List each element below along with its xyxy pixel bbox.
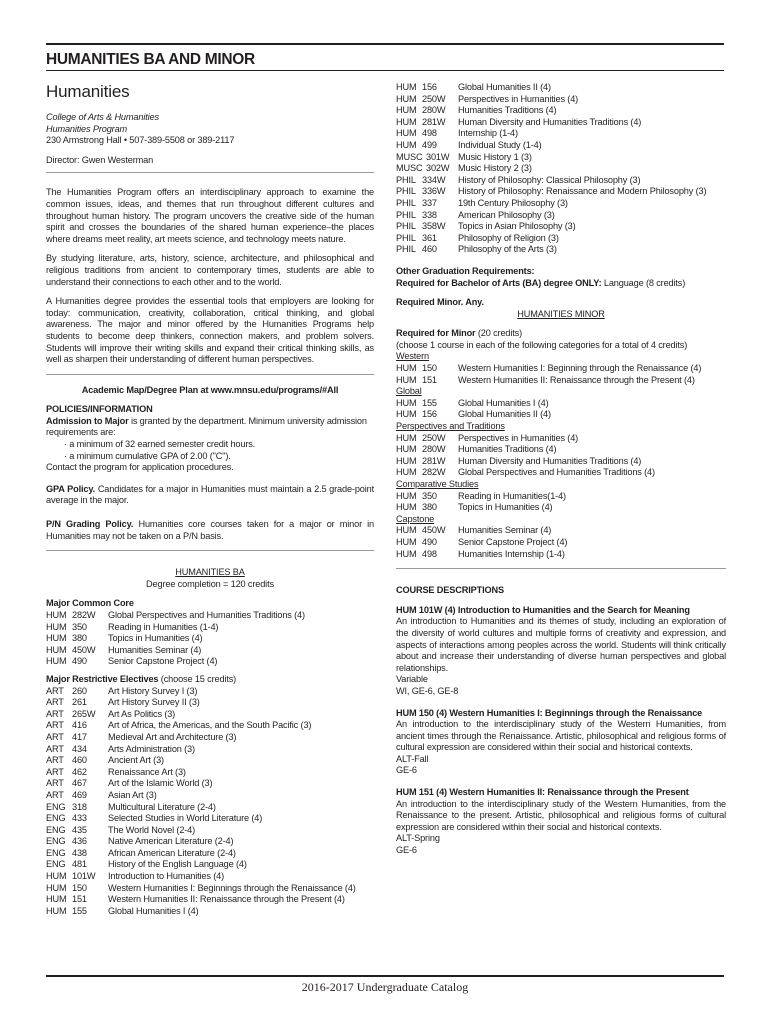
course-prefix: HUM [46, 871, 67, 882]
course-title: Asian Art (3) [108, 789, 157, 800]
electives-heading: Major Restrictive Electives [46, 673, 159, 684]
course-prefix: HUM [396, 82, 417, 92]
course-row [46, 848, 374, 860]
course-row [396, 525, 726, 537]
course-prefix: HUM [46, 610, 67, 620]
electives-list [46, 686, 374, 918]
course-title: History of Philosophy: Classical Philosophy (3) [458, 174, 641, 185]
course-title: Arts Administration (3) [108, 743, 195, 754]
course-prefix: HUM [396, 444, 417, 455]
admission-bullet: · a minimum of 32 earned semester credit hours. [64, 439, 256, 450]
course-number: 334W [422, 174, 446, 185]
course-row [396, 152, 726, 164]
other-lead: Required for Bachelor of Arts (BA) degree ONLY: [396, 277, 602, 288]
course-title: Introduction to Humanities (4) [108, 871, 225, 882]
intro-paragraph-1: The Humanities Program offers an interdisciplinary approach to examine the common issues, ideas, and themes that run throughout different cultures and throughout human history. The program uncovers the creative side of the human spirit and crosses the boundaries of the shared human experience–the places where dreams meet reality, art meets science, and technology meets nature. [46, 187, 374, 244]
course-row [46, 686, 374, 698]
course-row [46, 709, 374, 721]
course-prefix: PHIL [396, 197, 416, 208]
course-title: Multicultural Literature (2-4) [108, 801, 216, 812]
pn-policy [46, 519, 374, 542]
minor-req-lead: Required for Minor [396, 328, 476, 339]
course-title: Human Diversity and Humanities Traditions (4) [458, 116, 642, 127]
course-row [396, 467, 726, 479]
course-description-meta: Variable [396, 674, 428, 685]
course-row [46, 802, 374, 814]
course-title: Art History Survey I (3) [108, 685, 198, 696]
course-title: Art As Politics (3) [108, 708, 176, 719]
course-title: Art of Africa, the Americas, and the South Pacific (3) [108, 720, 312, 731]
electives-note: (choose 15 credits) [158, 673, 237, 684]
course-number: 280W [422, 444, 446, 455]
ba-heading: HUMANITIES BA [175, 567, 245, 578]
course-prefix: ENG [46, 813, 66, 824]
course-number: 450W [72, 644, 96, 655]
course-prefix: HUM [396, 128, 417, 139]
course-row [396, 163, 726, 175]
course-number: 450W [422, 525, 446, 536]
course-number: 460 [72, 755, 87, 766]
course-number: 301W [426, 151, 450, 162]
course-title: Western Humanities I: Beginnings through the Renaissance (4) [108, 882, 356, 893]
course-number: 435 [72, 824, 87, 835]
course-title: Global Perspectives and Humanities Traditions (4) [458, 467, 655, 478]
course-prefix: ART [46, 778, 64, 789]
course-title: Renaissance Art (3) [108, 766, 186, 777]
course-prefix: HUM [396, 116, 417, 127]
course-title: Western Humanities II: Renaissance through the Present (4) [108, 894, 345, 905]
course-row [396, 198, 726, 210]
course-row [46, 633, 374, 645]
course-number: 151 [422, 374, 437, 385]
course-title: Native American Literature (2-4) [108, 836, 234, 847]
course-description-meta: ALT-Spring [396, 833, 440, 844]
minor-group-label: Comparative Studies [396, 479, 479, 489]
course-row [396, 433, 726, 445]
minor-group-label: Western [396, 351, 429, 362]
course-row [396, 128, 726, 140]
course-number: 338 [422, 209, 437, 220]
course-title: Selected Studies in World Literature (4) [108, 813, 263, 824]
program-director: Director: Gwen Westerman [46, 154, 154, 165]
course-title: Philosophy of the Arts (3) [458, 244, 557, 255]
course-row [396, 456, 726, 468]
other-requirements-heading: Other Graduation Requirements: [396, 265, 535, 276]
course-number: 150 [422, 363, 437, 374]
admission-policy [46, 416, 374, 439]
course-number: 438 [72, 847, 87, 858]
course-description-body: An introduction to the interdisciplinary study of the Western Humanities, from the Renaissance to the present. Artistic, philosophical and religious forms of cultural expression are considered within their social and historical contexts. [396, 798, 726, 832]
course-number: 490 [422, 536, 437, 547]
divider [46, 550, 374, 551]
course-description-meta: WI, GE-6, GE-8 [396, 685, 459, 696]
course-title: Humanities Seminar (4) [108, 644, 202, 655]
course-title: American Philosophy (3) [458, 209, 555, 220]
page-header-title: HUMANITIES BA AND MINOR [46, 51, 255, 68]
course-row [396, 175, 726, 187]
academic-map-link[interactable]: Academic Map/Degree Plan at www.mnsu.edu/programs/#All [81, 384, 339, 395]
course-row [396, 549, 726, 561]
course-row [396, 491, 726, 503]
course-row [46, 836, 374, 848]
course-prefix: HUM [46, 905, 67, 916]
course-number: 433 [72, 813, 87, 824]
course-prefix: HUM [46, 633, 67, 644]
gpa-text: Candidates for a major in Humanities must maintain a 2.5 grade-point average in the major. [46, 483, 374, 506]
course-prefix: ART [46, 743, 64, 754]
other-text: Language (8 credits) [601, 277, 686, 288]
course-row [46, 883, 374, 895]
course-prefix: HUM [396, 363, 417, 374]
electives-heading-line [46, 674, 374, 686]
course-prefix: PHIL [396, 244, 416, 255]
course-row [396, 82, 726, 94]
course-title: Global Humanities II (4) [458, 409, 551, 420]
course-row [396, 444, 726, 456]
course-row [46, 894, 374, 906]
course-title: Perspectives in Humanities (4) [458, 93, 579, 104]
course-row [46, 732, 374, 744]
header-rule [46, 70, 724, 71]
course-title: Humanities Seminar (4) [458, 525, 552, 536]
course-number: 261 [72, 697, 87, 708]
course-title: 19th Century Philosophy (3) [458, 197, 568, 208]
course-row [396, 94, 726, 106]
course-title: Topics in Humanities (4) [108, 633, 203, 644]
course-title: Art of the Islamic World (3) [108, 778, 213, 789]
course-row [396, 221, 726, 233]
course-number: 358W [422, 221, 446, 232]
course-title: Individual Study (1-4) [458, 139, 542, 150]
course-prefix: ENG [46, 859, 66, 870]
right-column [396, 82, 726, 867]
course-number: 416 [72, 720, 87, 731]
required-minor: Required Minor. Any. [396, 297, 484, 308]
other-requirements [396, 278, 726, 290]
course-descriptions [396, 605, 726, 857]
course-row [46, 656, 374, 668]
course-row [46, 813, 374, 825]
course-title: Music History 2 (3) [458, 163, 532, 174]
course-prefix: MUSC [396, 151, 423, 162]
course-prefix: HUM [396, 502, 417, 513]
course-title: African American Literature (2-4) [108, 847, 236, 858]
course-number: 467 [72, 778, 87, 789]
course-row [396, 537, 726, 549]
course-title: The World Novel (2-4) [108, 824, 196, 835]
course-prefix: HUM [396, 548, 417, 559]
course-number: 282W [72, 610, 96, 620]
course-prefix: HUM [396, 467, 417, 478]
course-title: History of Philosophy: Renaissance and Modern Philosophy (3) [458, 186, 707, 197]
course-number: 460 [422, 244, 437, 255]
course-prefix: ART [46, 685, 64, 696]
course-row [46, 610, 374, 622]
minor-groups [396, 351, 726, 560]
electives-list-continued [396, 82, 726, 256]
course-number: 498 [422, 128, 437, 139]
course-number: 436 [72, 836, 87, 847]
course-title: History of the English Language (4) [108, 859, 247, 870]
course-description-body: An introduction to Humanities and its themes of study, including an exploration of the diversity of world cultures and multiple forms of creativity and expression, and aspects of interactions among peoples across the world. Students will think critically about and increase their understanding of diverse human perspectives and global relationships. [396, 616, 726, 673]
course-prefix: PHIL [396, 221, 416, 232]
course-description-body: An introduction to the interdisciplinary study of the Western Humanities, from ancient times through the Renaissance. Artistic, philosophical and religious forms of cultural expression are considered within their social and historical contexts. [396, 719, 726, 753]
course-prefix: ENG [46, 847, 66, 858]
course-prefix: ART [46, 731, 64, 742]
course-prefix: ART [46, 697, 64, 708]
course-prefix: MUSC [396, 163, 423, 174]
course-prefix: ENG [46, 824, 66, 835]
course-row [46, 622, 374, 634]
gpa-lead: GPA Policy. [46, 483, 96, 494]
course-number: 318 [72, 801, 87, 812]
course-number: 265W [72, 708, 96, 719]
course-description-meta: GE-6 [396, 845, 417, 856]
course-title: Topics in Humanities (4) [458, 502, 553, 513]
course-prefix: ENG [46, 801, 66, 812]
course-prefix: PHIL [396, 209, 416, 220]
minor-heading: HUMANITIES MINOR [517, 308, 605, 319]
course-prefix: PHIL [396, 174, 416, 185]
course-number: 336W [422, 186, 446, 197]
course-row [46, 697, 374, 709]
course-title: Art History Survey II (3) [108, 697, 200, 708]
top-rule [46, 43, 724, 45]
minor-req-credits: (20 credits) [475, 328, 523, 339]
course-title: Western Humanities II: Renaissance through the Present (4) [458, 374, 695, 385]
course-prefix: HUM [396, 374, 417, 385]
course-row [46, 871, 374, 883]
course-row [396, 105, 726, 117]
admission-text: is granted by the department. Minimum university admission requirements are: [46, 415, 367, 438]
course-row [46, 744, 374, 756]
minor-group-label: Capstone [396, 513, 435, 524]
course-number: 337 [422, 197, 437, 208]
course-prefix: PHIL [396, 232, 416, 243]
course-title: Humanities Traditions (4) [458, 105, 557, 116]
descriptions-heading: COURSE DESCRIPTIONS [396, 585, 504, 596]
course-prefix: HUM [46, 621, 67, 632]
course-row [396, 117, 726, 129]
course-description [396, 605, 726, 698]
course-prefix: ART [46, 708, 64, 719]
course-row [396, 502, 726, 514]
course-prefix: HUM [396, 455, 417, 466]
course-number: 462 [72, 766, 87, 777]
gpa-policy [46, 484, 374, 507]
course-number: 155 [72, 905, 87, 916]
course-number: 151 [72, 894, 87, 905]
minor-group-label: Global [396, 386, 422, 397]
policies-heading: POLICIES/INFORMATION [46, 404, 153, 415]
course-number: 302W [426, 163, 450, 174]
program-address: 230 Armstrong Hall • 507-389-5508 or 389-2117 [46, 135, 235, 146]
course-row [46, 778, 374, 790]
course-prefix: HUM [396, 139, 417, 150]
course-number: 155 [422, 397, 437, 408]
course-title: Global Humanities I (4) [108, 905, 199, 916]
course-prefix: HUM [46, 644, 67, 655]
course-title: Philosophy of Religion (3) [458, 232, 559, 243]
course-number: 434 [72, 743, 87, 754]
course-row [396, 210, 726, 222]
contact-note: Contact the program for application procedures. [46, 462, 234, 473]
program-title: Humanities [46, 82, 130, 101]
course-description-title: HUM 150 (4) Western Humanities I: Beginnings through the Renaissance [396, 707, 703, 718]
course-row [46, 767, 374, 779]
course-number: 499 [422, 139, 437, 150]
intro-paragraph-3: A Humanities degree provides the essential tools that employers are looking for today: communication, creativity, collaboration, critical thinking, and global awareness. The major and minor offered by the Humanities Programs help students to become deep thinkers, connection makers, and problem solvers. Students will improve their writing skills and expand their critical thinking skills, as well as sharpen their understanding of different human perspectives. [46, 296, 374, 365]
course-prefix: HUM [396, 536, 417, 547]
course-row [396, 140, 726, 152]
course-description-meta: GE-6 [396, 765, 417, 776]
minor-requirement [396, 328, 726, 340]
pn-lead: P/N Grading Policy. [46, 519, 134, 530]
course-prefix: HUM [396, 525, 417, 536]
course-title: Perspectives in Humanities (4) [458, 432, 579, 443]
footer-rule [46, 975, 724, 977]
course-number: 481 [72, 859, 87, 870]
course-row [46, 859, 374, 871]
course-prefix: HUM [396, 490, 417, 501]
admission-lead: Admission to Major [46, 415, 129, 426]
course-prefix: HUM [396, 432, 417, 443]
course-row [396, 244, 726, 256]
course-title: Human Diversity and Humanities Traditions (4) [458, 455, 642, 466]
minor-group-label: Perspectives and Traditions [396, 421, 505, 432]
course-description-meta: ALT-Fall [396, 753, 429, 764]
course-prefix: ART [46, 720, 64, 731]
course-title: Global Perspectives and Humanities Traditions (4) [108, 610, 305, 620]
course-description-title: HUM 101W (4) Introduction to Humanities and the Search for Meaning [396, 604, 690, 615]
course-number: 469 [72, 789, 87, 800]
course-title: Humanities Internship (1-4) [458, 548, 565, 559]
course-number: 380 [72, 633, 87, 644]
course-prefix: HUM [46, 894, 67, 905]
department-name: Humanities Program [46, 123, 128, 134]
course-title: Internship (1-4) [458, 128, 518, 139]
course-title: Medieval Art and Architecture (3) [108, 731, 237, 742]
course-row [396, 233, 726, 245]
course-prefix: ART [46, 789, 64, 800]
course-row [396, 398, 726, 410]
course-row [46, 790, 374, 802]
divider [46, 374, 374, 375]
course-number: 490 [72, 656, 87, 667]
footer-catalog: 2016-2017 Undergraduate Catalog [301, 980, 469, 994]
course-description [396, 787, 726, 857]
course-prefix: HUM [396, 409, 417, 420]
course-row [396, 375, 726, 387]
course-prefix: ART [46, 755, 64, 766]
course-title: Senior Capstone Project (4) [108, 656, 218, 667]
admission-bullet: · a minimum cumulative GPA of 2.00 ("C"). [64, 450, 231, 461]
course-row [46, 825, 374, 837]
divider [46, 172, 374, 173]
course-number: 250W [422, 93, 446, 104]
course-description [396, 708, 726, 778]
course-title: Western Humanities I: Beginning through the Renaissance (4) [458, 363, 702, 374]
college-name: College of Arts & Humanities [46, 112, 159, 122]
course-prefix: ART [46, 766, 64, 777]
course-prefix: ENG [46, 836, 66, 847]
course-number: 498 [422, 548, 437, 559]
course-row [46, 720, 374, 732]
pn-text: Humanities core courses taken for a major or minor in Humanities may not be taken on a P/N basis. [46, 519, 374, 541]
course-prefix: HUM [396, 93, 417, 104]
course-title: Humanities Traditions (4) [458, 444, 557, 455]
course-prefix: HUM [396, 397, 417, 408]
ba-completion: Degree completion = 120 credits [146, 578, 274, 589]
course-prefix: HUM [46, 882, 67, 893]
minor-req-note: (choose 1 course in each of the following categories for a total of 4 credits) [396, 339, 688, 350]
course-number: 280W [422, 105, 446, 116]
course-number: 281W [422, 455, 446, 466]
core-heading: Major Common Core [46, 598, 134, 609]
left-column [46, 82, 374, 917]
course-title: Global Humanities II (4) [458, 82, 551, 92]
course-row [46, 755, 374, 767]
course-number: 101W [72, 871, 96, 882]
course-row [396, 409, 726, 421]
course-prefix: PHIL [396, 186, 416, 197]
course-number: 156 [422, 409, 437, 420]
course-number: 350 [422, 490, 437, 501]
course-number: 417 [72, 731, 87, 742]
course-number: 156 [422, 82, 437, 92]
course-title: Ancient Art (3) [108, 755, 164, 766]
course-number: 250W [422, 432, 446, 443]
course-title: Senior Capstone Project (4) [458, 536, 568, 547]
course-number: 281W [422, 116, 446, 127]
course-title: Topics in Asian Philosophy (3) [458, 221, 576, 232]
intro-paragraph-2: By studying literature, arts, history, science, architecture, and philosophical and religious traditions from ancient to contemporary times, students are able to understand their connections to each other and to the world. [46, 253, 374, 287]
course-number: 282W [422, 467, 446, 478]
core-course-list [46, 610, 374, 668]
course-title: Reading in Humanities (1-4) [108, 621, 219, 632]
course-row [46, 645, 374, 657]
course-description-title: HUM 151 (4) Western Humanities II: Renaissance through the Present [396, 787, 689, 798]
course-number: 150 [72, 882, 87, 893]
course-number: 260 [72, 685, 87, 696]
course-row [46, 906, 374, 918]
divider [396, 568, 726, 569]
course-number: 361 [422, 232, 437, 243]
course-number: 350 [72, 621, 87, 632]
course-title: Global Humanities I (4) [458, 397, 549, 408]
course-prefix: HUM [396, 105, 417, 116]
course-title: Reading in Humanities(1-4) [458, 490, 566, 501]
course-prefix: HUM [46, 656, 67, 667]
course-row [396, 363, 726, 375]
course-title: Music History 1 (3) [458, 151, 532, 162]
course-row [396, 186, 726, 198]
course-number: 380 [422, 502, 437, 513]
